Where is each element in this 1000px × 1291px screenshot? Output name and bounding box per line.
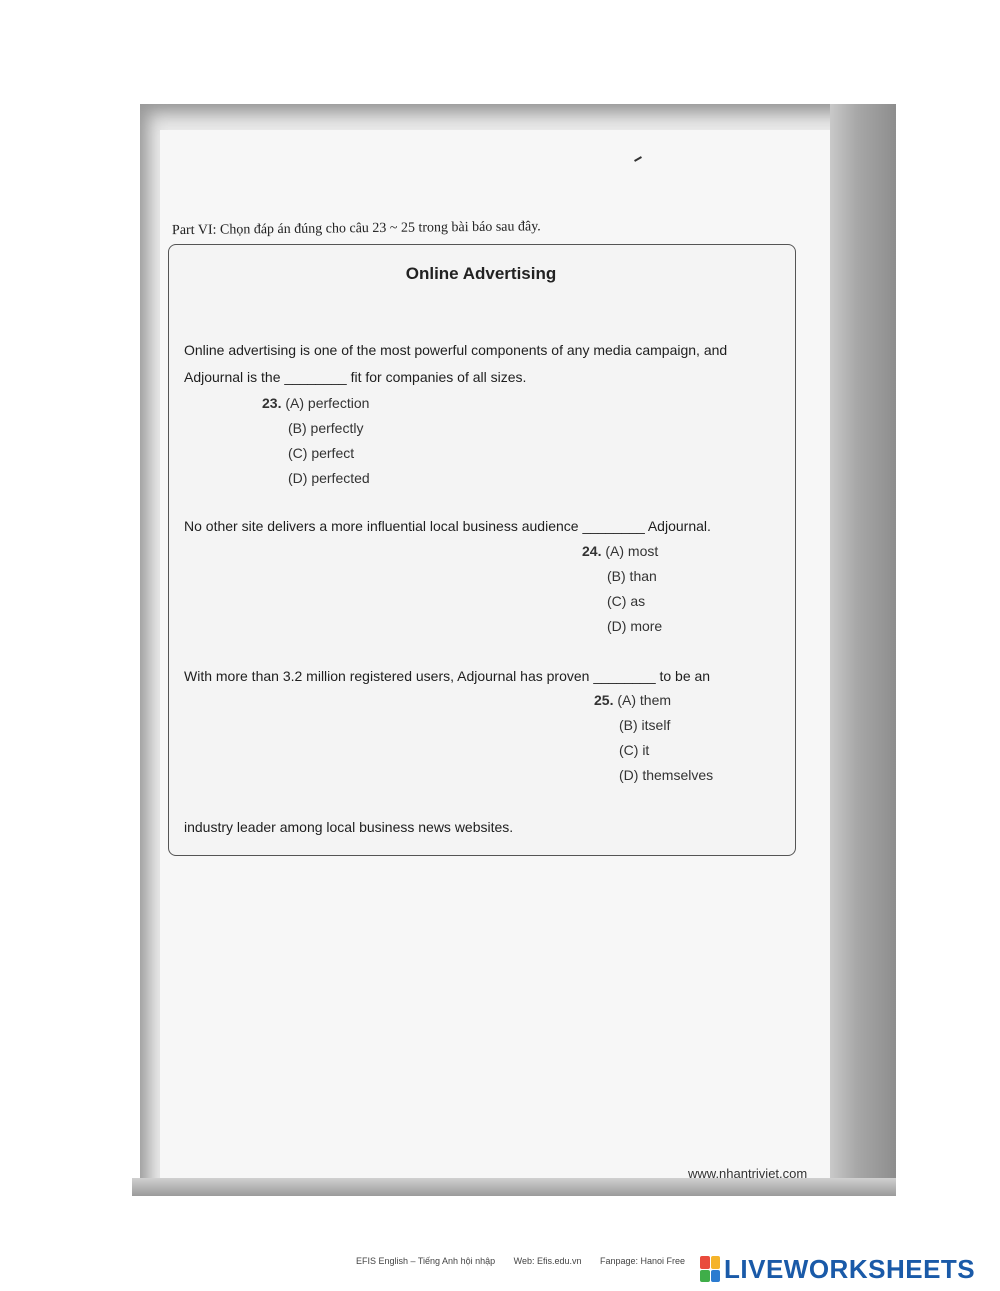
answer-option[interactable]: (C) as: [607, 593, 646, 609]
scan-shadow-right: [830, 104, 896, 1196]
passage-sentence: industry leader among local business news websites.: [184, 819, 514, 835]
answer-option[interactable]: (B) than: [607, 568, 657, 584]
passage-sentence: No other site delivers a more influential local business audience ________ Adjournal.: [184, 518, 711, 534]
question-number: 23.: [262, 395, 282, 411]
question-25: [594, 692, 671, 708]
footer-org: EFIS English – Tiếng Anh hội nhập: [356, 1256, 496, 1266]
source-website: www.nhantriviet.com: [688, 1166, 808, 1181]
answer-option[interactable]: (A) most: [605, 543, 659, 559]
answer-option[interactable]: (D) more: [607, 618, 663, 634]
answer-option[interactable]: (C) it: [619, 742, 650, 758]
answer-option[interactable]: (D) perfected: [288, 470, 370, 486]
answer-option[interactable]: (C) perfect: [288, 445, 355, 461]
liveworksheets-icon: [700, 1256, 720, 1282]
footer-web: Web: Efis.edu.vn: [513, 1256, 582, 1266]
footer-fanpage: Fanpage: Hanoi Free: [600, 1256, 686, 1266]
question-23: [262, 395, 369, 411]
part-title: Part VI: Chọn đáp án đúng cho câu 23 ~ 25 trong bài báo sau đây.: [171, 219, 541, 239]
question-number: 24.: [582, 543, 602, 559]
question-number: 25.: [594, 692, 614, 708]
page-footer: [356, 1256, 701, 1266]
passage-title: Online Advertising: [405, 264, 557, 283]
passage-sentence: With more than 3.2 million registered users, Adjournal has proven ________ to be an: [184, 668, 711, 684]
passage-sentence: Online advertising is one of the most powerful components of any media campaign, and: [184, 342, 728, 358]
answer-option[interactable]: (B) itself: [619, 717, 671, 733]
liveworksheets-logo: [700, 1254, 975, 1284]
passage-sentence: Adjournal is the ________ fit for companies of all sizes.: [184, 369, 527, 385]
answer-option[interactable]: (A) perfection: [285, 395, 370, 411]
brand-name: LIVEWORKSHEETS: [724, 1253, 976, 1284]
passage-box: [168, 244, 796, 856]
question-24: [582, 543, 658, 559]
answer-option[interactable]: (B) perfectly: [288, 420, 364, 436]
answer-option[interactable]: (D) themselves: [619, 767, 714, 783]
answer-option[interactable]: (A) them: [617, 692, 672, 708]
